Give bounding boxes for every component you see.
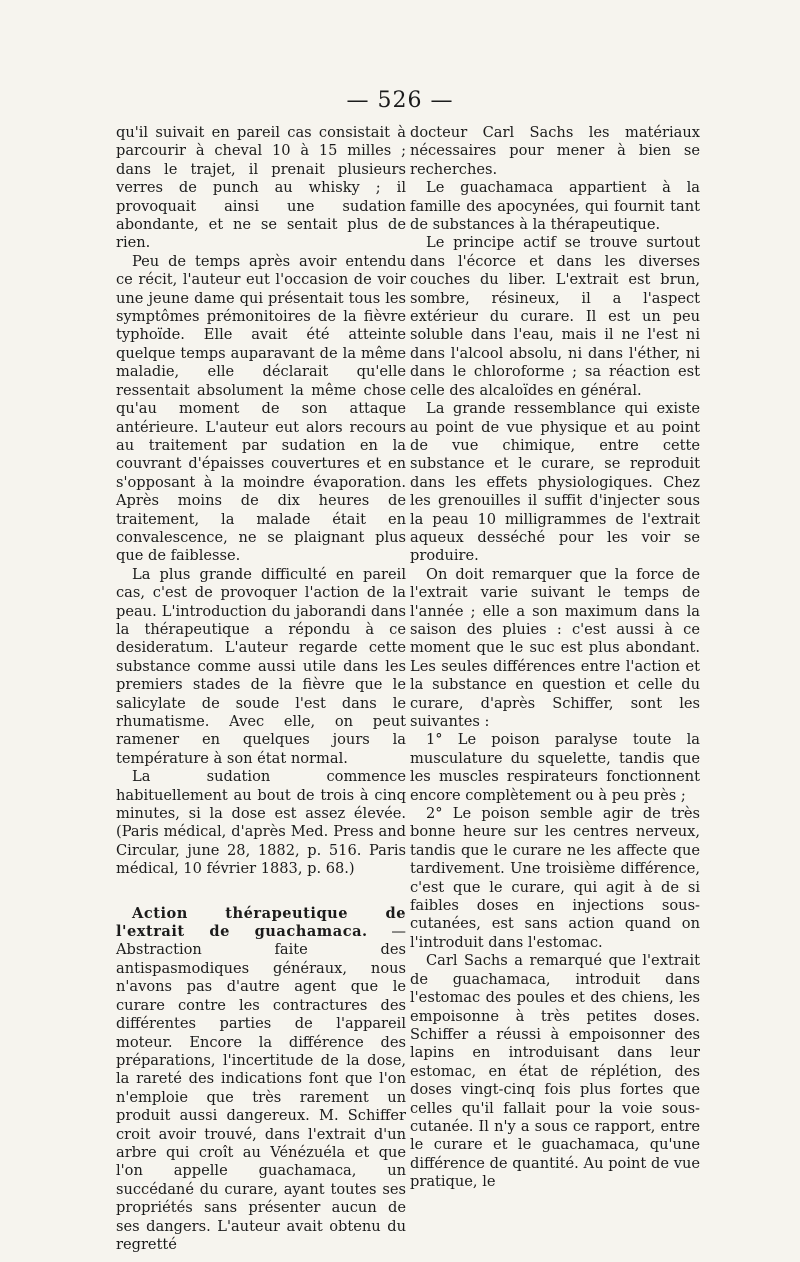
paragraph: La grande ressemblance qui existe au point de vue physique et au point de vue chimique, entre cette substance et le curare, se reproduit dans les effets physiologiques. Chez les grenouilles il suffit d'injecter sous la peau 10 milligrammes de l'extrait aqueux desséché pour les voir se produire. xyxy=(410,400,700,565)
page-number: — 526 — xyxy=(346,88,454,113)
section-body: — Abstraction faite des antispasmodiques généraux, nous n'avons pas d'autre agent que le curare contre les contractures des différentes parties de l'appareil moteur. Encore la différence des préparations, l'incertitude de la dose, la rareté des indications font que l'on n'emploie que très rarement un produit aussi dangereux. M. Schiffer croit avoir trouvé, dans l'extrait d'un arbre qui croît au Vénézuéla et que l'on appelle guachamaca, un succédané du curare, ayant toutes ses propriétés sans présenter aucun de ses dangers. L'auteur avait obtenu du regretté xyxy=(116,923,406,1253)
paragraph: La sudation commence habituellement au bout de trois à cinq minutes, si la dose est assez élevée. (Paris médical, d'après Med. Press and Circular, june 28, 1882, p. 516. Paris médical, 10 février 1883, p. 68.) xyxy=(116,768,406,878)
left-column xyxy=(116,124,406,1254)
paragraph: Peu de temps après avoir entendu ce récit, l'auteur eut l'occasion de voir une jeune dame qui présentait tous les symptômes prémonitoires de la fièvre typhoïde. Elle avait été atteinte quelque temps auparavant de la même maladie, elle déclarait qu'elle ressentait absolument la même chose qu'au moment de son attaque antérieure. L'auteur eut alors recours au traitement par sudation en la couvrant d'épaisses couvertures et en s'opposant à la moindre évaporation. Après moins de dix heures de traitement, la malade était en convalescence, ne se plaignant plus que de faiblesse. xyxy=(116,252,406,565)
paragraph: Le guachamaca appartient à la famille des apocynées, qui fournit tant de substances à la thérapeutique. xyxy=(410,179,700,234)
section-heading: Action thérapeutique de l'extrait de guachamaca. xyxy=(116,904,406,941)
paragraph: 1° Le poison paralyse toute la musculature du squelette, tandis que les muscles respirateurs fonctionnent encore complètement ou à peu près ; xyxy=(410,731,700,804)
paragraph: Le principe actif se trouve surtout dans l'écorce et dans les diverses couches du liber. L'extrait est brun, sombre, résineux, il a l'aspect extérieur du curare. Il est un peu soluble dans l'eau, mais il ne l'est ni dans l'alcool absolu, ni dans l'éther, ni dans le chloroforme ; sa réaction est celle des alcaloïdes en général. xyxy=(410,234,700,399)
paragraph: qu'il suivait en pareil cas consistait à parcourir à cheval 10 à 15 milles ; dans le trajet, il prenait plusieurs verres de punch au whisky ; il provoquait ainsi une sudation abondante, et ne se sentait plus de rien. xyxy=(116,124,406,252)
paragraph: On doit remarquer que la force de l'extrait varie suivant le temps de l'année ; elle a son maximum dans la saison des pluies : c'est aussi à ce moment que le suc est plus abondant. Les seules différences entre l'action et la substance en question et celle du curare, d'après Schiffer, sont les suivantes : xyxy=(410,565,700,730)
right-column xyxy=(410,124,700,1192)
paragraph: 2° Le poison semble agir de très bonne heure sur les centres nerveux, tandis que le curare ne les affecte que tardivement. Une troisième différence, c'est que le curare, qui agit à de si faibles doses en injections sous-cutanées, est sans action quand on l'introduit dans l'estomac. xyxy=(410,805,700,951)
paragraph: La plus grande difficulté en pareil cas, c'est de provoquer l'action de la peau. L'introduction du jaborandi dans la thérapeutique a répondu à ce desideratum. L'auteur regarde cette substance comme aussi utile dans les premiers stades de la fièvre que le salicylate de soude l'est dans le rhumatisme. Avec elle, on peut ramener en quelques jours la température à son état normal. xyxy=(116,565,406,767)
section-paragraph xyxy=(116,905,406,1255)
paragraph: docteur Carl Sachs les matériaux nécessaires pour mener à bien se recherches. xyxy=(410,124,700,178)
paragraph: Carl Sachs a remarqué que l'extrait de guachamaca, introduit dans l'estomac des poules et des chiens, les empoisonne à très petites doses. Schiffer a réussi à empoisonner des lapins en introduisant dans leur estomac, en état de réplétion, des doses vingt-cinq fois plus fortes que celles qu'il fallait pour la voie sous-cutanée. Il n'y a sous ce rapport, entre le curare et le guachamaca, qu'une différence de quantité. Au point de vue pratique, le xyxy=(410,952,700,1191)
